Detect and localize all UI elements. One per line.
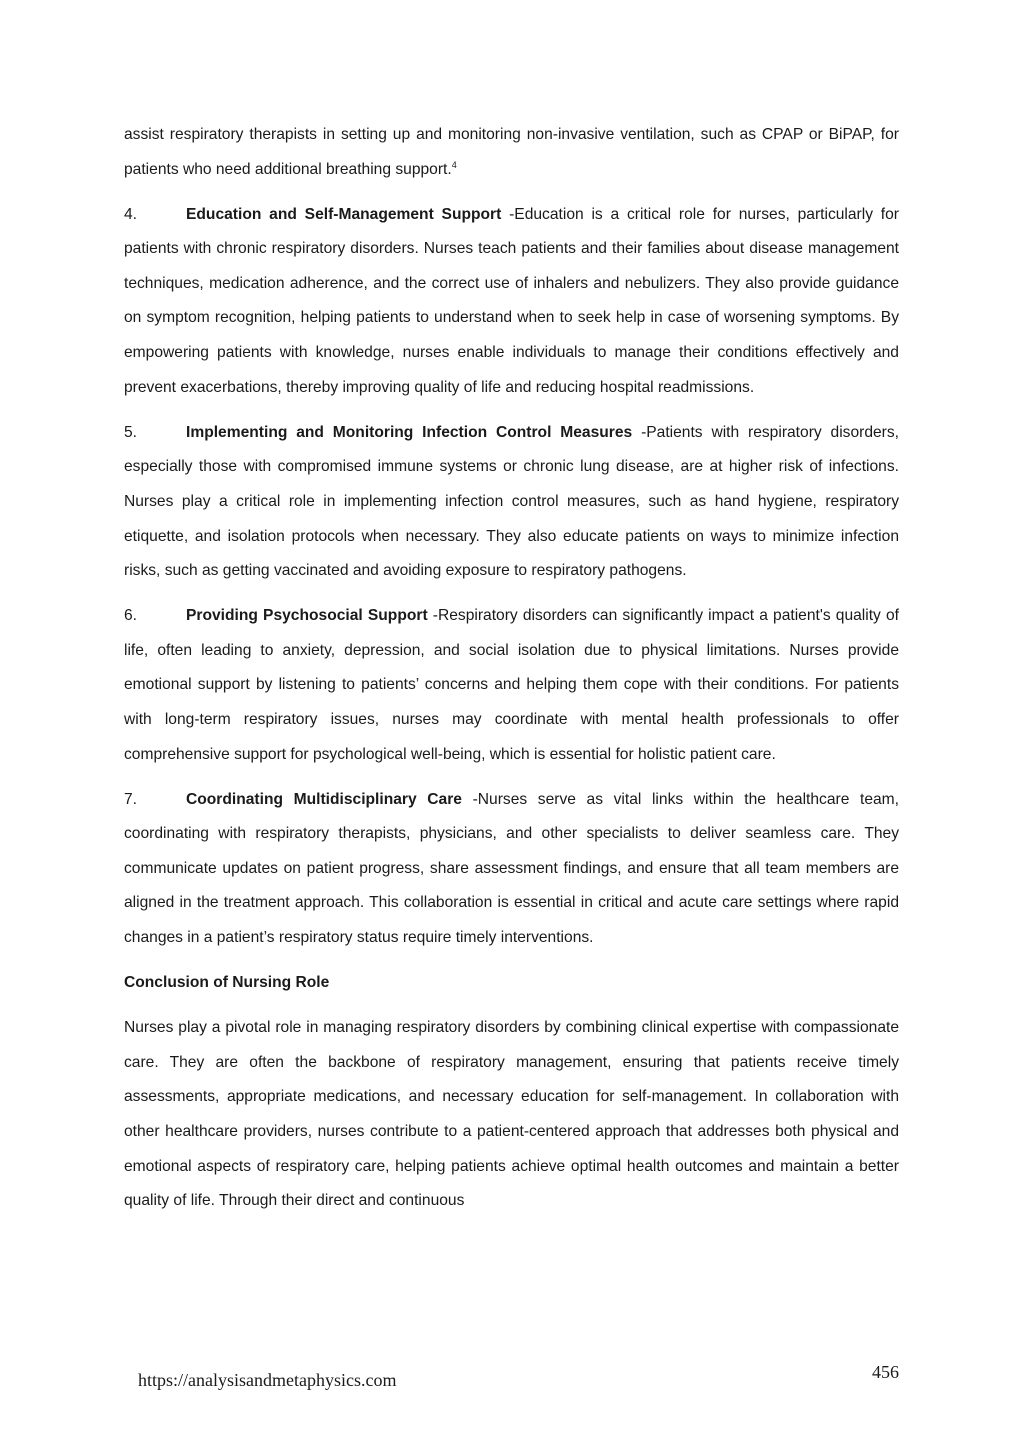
- list-item-body: -Respiratory disorders can significantly impact a patient's quality of life, often leading to anxiety, depression, and social isolation due to physical limitations. Nurses provide emotional support by listening to patients’ concerns and helping them cope with their conditions. For patients with long-term respiratory issues, nurses may coordinate with mental health professionals to offer comprehensive support for psychological well-being, which is essential for holistic patient care.: [124, 607, 899, 763]
- citation-superscript: 4: [451, 159, 457, 170]
- list-item-6: [124, 599, 899, 772]
- list-item-title: Providing Psychosocial Support: [186, 607, 428, 625]
- intro-paragraph: [124, 118, 899, 187]
- list-item-title: Coordinating Multidisciplinary Care: [186, 790, 462, 808]
- list-item-7: [124, 783, 899, 956]
- conclusion-paragraph: Nurses play a pivotal role in managing respiratory disorders by combining clinical expertise with compassionate care. They are often the backbone of respiratory management, ensuring that patients receive timely assessments, appropriate medications, and necessary education for self-management. In collaboration with other healthcare providers, nurses contribute to a patient-centered approach that addresses both physical and emotional aspects of respiratory care, helping patients achieve optimal health outcomes and maintain a better quality of life. Through their direct and continuous: [124, 1019, 899, 1210]
- page-body: [124, 118, 899, 1229]
- footer-url: https://analysisandmetaphysics.com: [138, 1370, 397, 1390]
- list-item-number: 6.: [124, 607, 138, 625]
- list-item-4: [124, 198, 899, 406]
- list-item-body: -Nurses serve as vital links within the healthcare team, coordinating with respiratory therapists, physicians, and other specialists to deliver seamless care. They communicate updates on patient progress, share assessment findings, and ensure that all team members are aligned in the treatment approach. This collaboration is essential in critical and acute care settings where rapid changes in a patient’s respiratory status require timely interventions.: [124, 790, 899, 947]
- page-number: 456: [872, 1362, 899, 1382]
- list-item-number: 5.: [124, 423, 138, 441]
- list-item-body: -Patients with respiratory disorders, especially those with compromised immune systems or chronic lung disease, are at higher risk of infections. Nurses play a critical role in implementing infection control measures, such as hand hygiene, respiratory etiquette, and isolation protocols when necessary. They also educate patients on ways to minimize infection risks, such as getting vaccinated and avoiding exposure to respiratory pathogens.: [124, 423, 899, 580]
- list-item-number: 7.: [124, 790, 138, 808]
- conclusion-heading: Conclusion of Nursing Role: [124, 974, 330, 992]
- list-item-5: [124, 416, 899, 589]
- list-item-title: Implementing and Monitoring Infection Control Measures: [186, 423, 633, 441]
- list-item-title: Education and Self-Management Support: [186, 205, 502, 223]
- intro-text: assist respiratory therapists in setting up and monitoring non-invasive ventilation, such as CPAP or BiPAP, for patients who need additional breathing support.: [124, 126, 899, 178]
- list-item-number: 4.: [124, 205, 138, 223]
- list-item-body: -Education is a critical role for nurses, particularly for patients with chronic respiratory disorders. Nurses teach patients and their families about disease management techniques, medication adherence, and the correct use of inhalers and nebulizers. They also provide guidance on symptom recognition, helping patients to understand when to seek help in case of worsening symptoms. By empowering patients with knowledge, nurses enable individuals to manage their conditions effectively and prevent exacerbations, thereby improving quality of life and reducing hospital readmissions.: [124, 205, 899, 396]
